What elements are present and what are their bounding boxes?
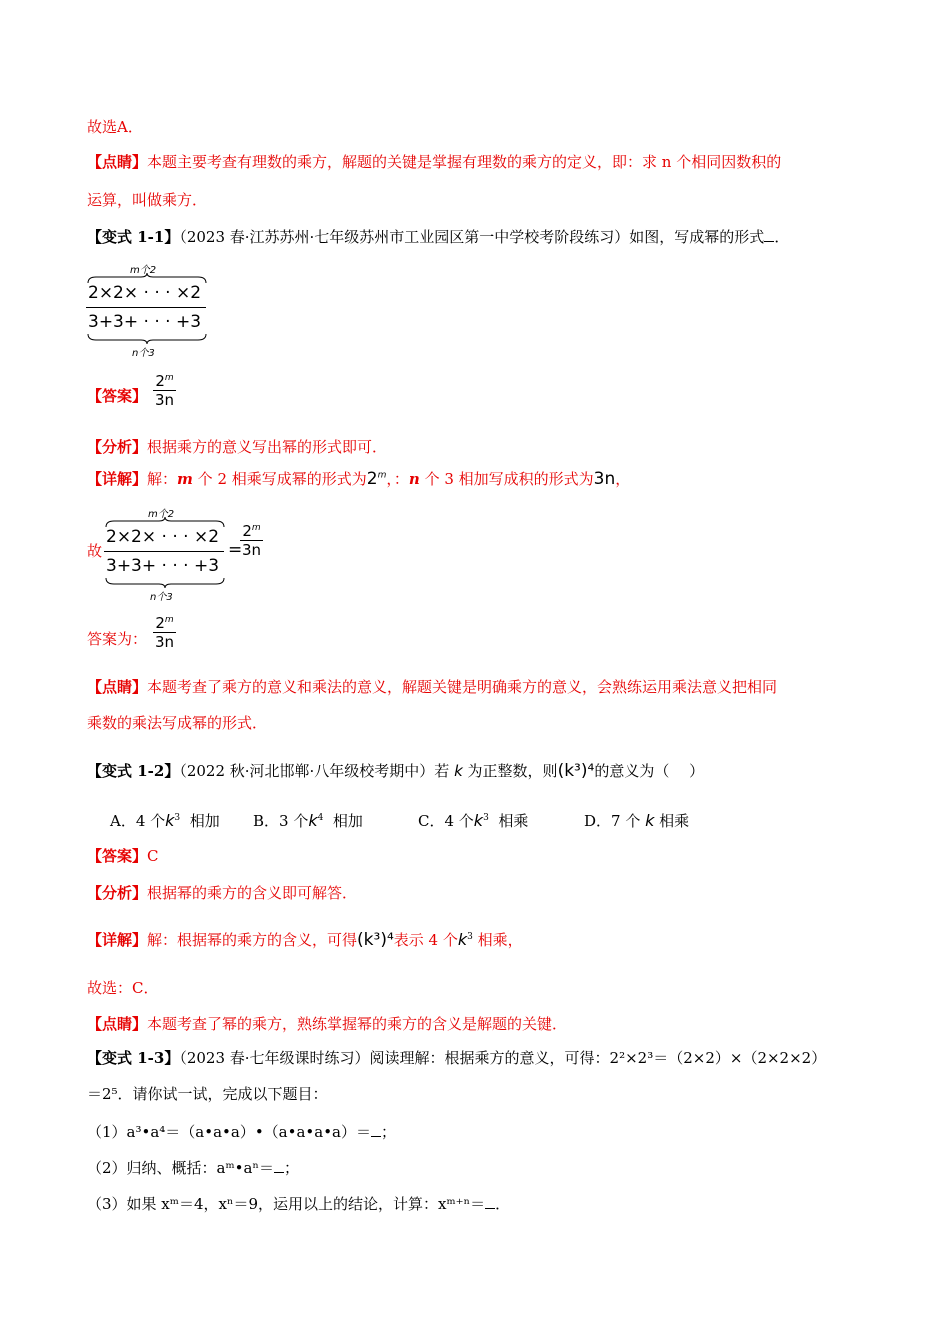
analysis-line-2 <box>87 883 357 903</box>
variant-1-1-tail: ． <box>774 228 790 246</box>
detail-line-1 <box>87 469 630 489</box>
variant-1-1-heading <box>87 227 789 247</box>
question-2 <box>87 1158 299 1178</box>
variant-1-3-line-1 <box>87 1048 826 1068</box>
answer-num-exp: m <box>164 373 174 383</box>
detail-product: 3n <box>593 469 616 489</box>
question-2-blank[interactable] <box>274 1158 284 1173</box>
fraction-bar <box>86 307 206 308</box>
question-3-text: （3）如果 xᵐ＝4，xⁿ＝9，运用以上的结论，计算：xᵐ⁺ⁿ＝ <box>87 1195 486 1213</box>
dianjing-text-1: 本题主要考查有理数的乘方，解题的关键是掌握有理数的乘方的定义，即：求 n 个相同因数积的 <box>147 153 782 171</box>
answer-label: 【答案】 <box>87 387 148 405</box>
detail-2-text-1: 解：根据幂的乘方的含义，可得 <box>147 931 358 949</box>
analysis-text-2: 根据幂的乘方的含义即可解答． <box>147 884 358 902</box>
variant-1-3-line-2: ＝2⁵．请你试一试，完成以下题目： <box>87 1085 328 1103</box>
answer-num-base: 2 <box>155 372 165 390</box>
detail-text-2: 个 2 相乘写成幂的形式为 <box>192 470 367 488</box>
figure-2-denominator: 3+3+ · · · +3 <box>106 556 220 576</box>
detail-m: m <box>177 470 193 488</box>
analysis-line-1 <box>87 437 387 457</box>
point-line-1a <box>87 677 777 697</box>
variant-1-2-tail: 的意义为（ ） <box>594 762 705 780</box>
answer-value-2: C <box>147 847 159 865</box>
answer-line-2 <box>87 846 159 866</box>
analysis-text: 根据乘方的意义写出幂的形式即可． <box>147 438 388 456</box>
analysis-tag: 【分析】 <box>87 438 148 456</box>
variant-1-2-mid: 为正整数，则 <box>462 762 558 780</box>
result-fraction: 2$^m$ 3n <box>242 522 262 559</box>
fraction-figure-1 <box>86 258 208 358</box>
question-3-tail: ． <box>495 1195 511 1213</box>
question-1-tail: ； <box>381 1123 397 1141</box>
detail-text-3: ，： <box>386 470 409 488</box>
question-1-text: （1）a³•a⁴＝（a•a•a）•（a•a•a•a）＝ <box>87 1123 371 1141</box>
figure-numerator: 2×2× · · · ×2 <box>88 283 202 303</box>
question-1-blank[interactable] <box>371 1122 381 1137</box>
detail-n: n <box>408 470 420 488</box>
detail-2-expr: (k³)⁴ <box>357 930 394 950</box>
variant-1-2-tag: 【变式 1-2】 <box>87 762 180 780</box>
point-text-2: 本题考查了幂的乘方，熟练掌握幂的乘方的含义是解题的关键． <box>147 1015 568 1033</box>
variant-1-2-source: （2022 秋·河北邯郸·八年级校考期中）若 <box>179 762 450 780</box>
point-tag-2: 【点睛】 <box>87 1015 148 1033</box>
question-2-text: （2）归纳、概括：aᵐ•aⁿ＝ <box>87 1159 274 1177</box>
answer-blank <box>764 227 774 242</box>
dianjing-tag: 【点睛】 <box>87 153 148 171</box>
variable-k: k <box>454 762 463 780</box>
option-d[interactable]: D．7 个 k 相乘 <box>584 811 690 830</box>
detail-tag-2: 【详解】 <box>87 931 148 949</box>
detail-2-text-2: 表示 4 个 <box>393 931 458 949</box>
top-brace-label-2: m个2 <box>148 509 175 520</box>
option-c[interactable]: C．4 个$k^3$ 相乘 <box>418 811 529 830</box>
variant-1-1-source: （2023 春·江苏苏州·七年级苏州市工业园区第一中学校考阶段练习）如图，写成幂的形式 <box>179 228 765 246</box>
choose-a-line: 故选A． <box>87 118 143 136</box>
detail-tag: 【详解】 <box>87 470 148 488</box>
choose-c-line: 故选：C． <box>87 979 159 997</box>
answer-tag-1 <box>87 386 147 406</box>
point-text-1a: 本题考查了乘方的意义和乘法的意义，解题关键是明确乘方的意义，会熟练运用乘法意义把相同 <box>147 678 778 696</box>
gu-label: 故 <box>87 542 103 560</box>
answer-tag-2: 【答案】 <box>87 847 148 865</box>
detail-2-k: k <box>457 930 468 949</box>
point-tag-1: 【点睛】 <box>87 678 148 696</box>
bottom-brace-label: n个3 <box>132 348 155 359</box>
answer-fraction-2: 2$^m$ 3n <box>155 614 175 651</box>
detail-text-1: 解： <box>147 470 178 488</box>
bottom-brace-label-2: n个3 <box>150 592 173 603</box>
detail-line-2 <box>87 930 523 950</box>
answer-den: 3n <box>155 391 175 409</box>
top-brace-label: m个2 <box>130 265 157 276</box>
equals-sign: = <box>228 540 243 560</box>
answer-fraction-1 <box>153 372 176 409</box>
dianjing-line-2: 运算，叫做乘方． <box>87 191 208 209</box>
variant-1-3-tag: 【变式 1-3】 <box>87 1049 180 1067</box>
fraction-figure-2 <box>104 503 226 603</box>
point-line-2 <box>87 1014 567 1034</box>
question-3 <box>87 1194 510 1214</box>
question-2-tail: ； <box>283 1159 299 1177</box>
variant-1-1-tag: 【变式 1-1】 <box>87 228 180 246</box>
question-3-blank[interactable] <box>485 1194 495 1209</box>
figure-2-numerator: 2×2× · · · ×2 <box>106 527 220 547</box>
point-line-1b: 乘数的乘法写成幂的形式． <box>87 714 268 732</box>
detail-text-5: ， <box>615 470 631 488</box>
detail-2-text-3: 相乘， <box>472 931 523 949</box>
fraction-bar-2 <box>104 551 224 552</box>
detail-2-k-exp: 3 <box>467 932 473 942</box>
analysis-tag-2: 【分析】 <box>87 884 148 902</box>
detail-text-4: 个 3 相加写成积的形式为 <box>419 470 594 488</box>
answer-is-label: 答案为： <box>87 630 148 648</box>
variant-1-3-text-1: （2023 春·七年级课时练习）阅读理解：根据乘方的意义，可得：2²×2³＝（2×2）×（2×2×2） <box>179 1049 827 1067</box>
option-b[interactable]: B．3 个$k^4$ 相加 <box>253 811 363 830</box>
power-expression: (k³)⁴ <box>557 761 595 781</box>
figure-denominator: 3+3+ · · · +3 <box>88 312 202 332</box>
detail-power: 2$^m$ <box>366 469 387 489</box>
option-a[interactable]: A．4 个$k^3$ 相加 <box>110 811 220 830</box>
variant-1-2-heading <box>87 761 704 781</box>
dianjing-line-1 <box>87 152 781 172</box>
question-1 <box>87 1122 396 1142</box>
